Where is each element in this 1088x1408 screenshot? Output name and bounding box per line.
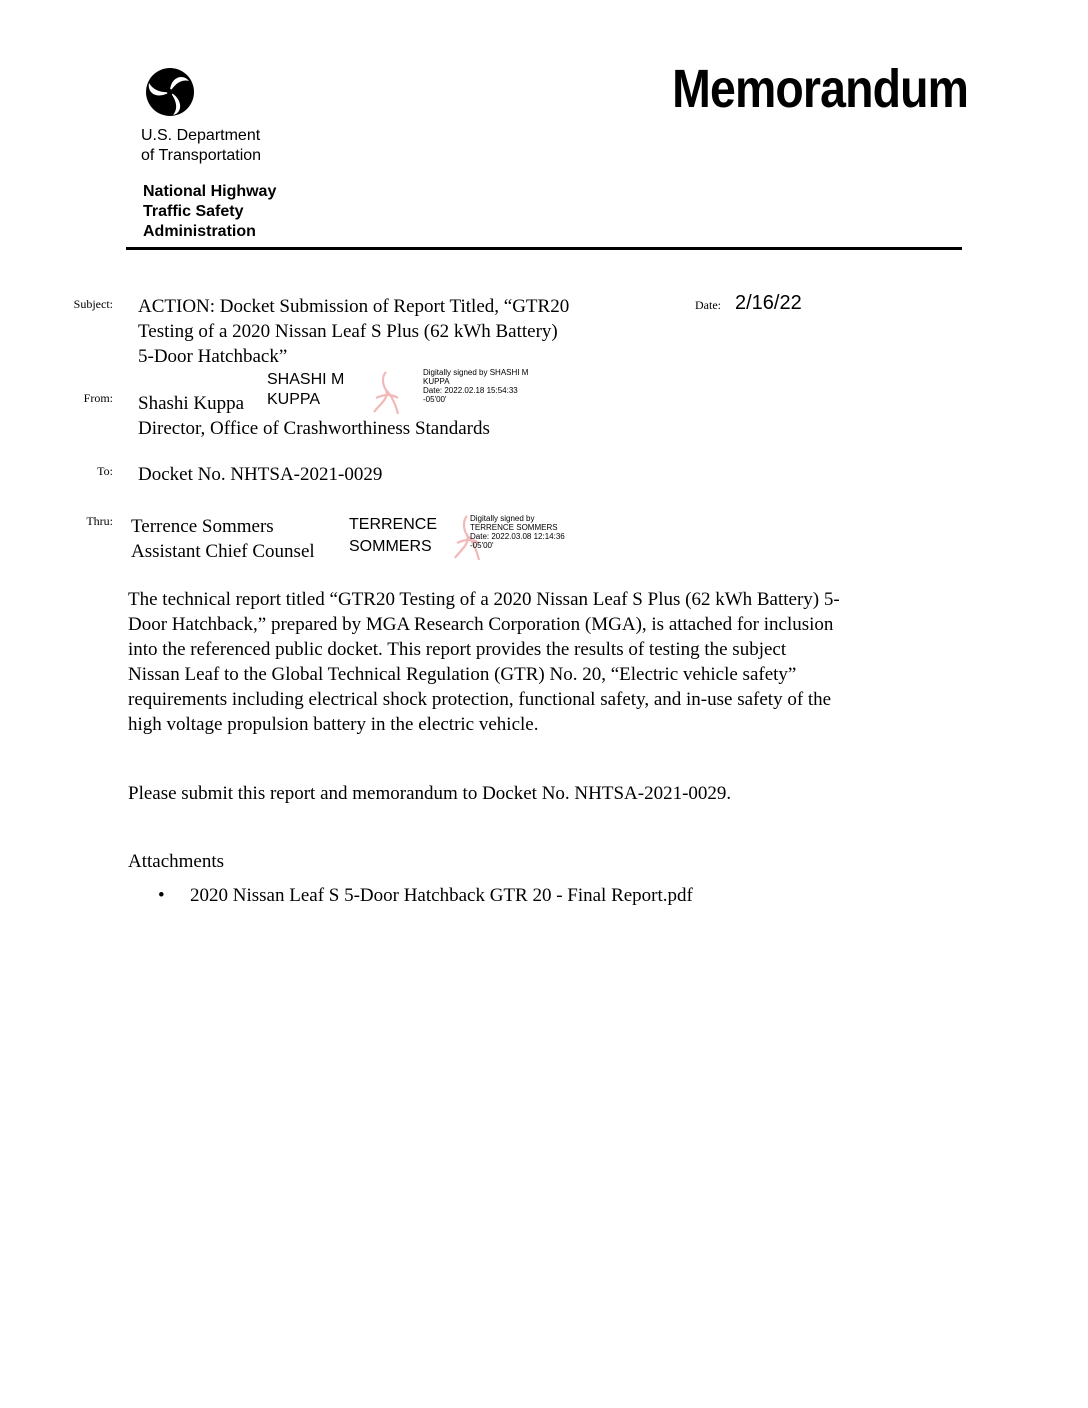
signature-name-line: SHASHI M xyxy=(267,371,345,388)
body-line: The technical report titled “GTR20 Testing of a 2020 Nissan Leaf S Plus (62 kWh Battery) 5- xyxy=(128,589,840,610)
thru-title: Assistant Chief Counsel xyxy=(131,541,315,562)
dot-logo-icon xyxy=(145,67,195,117)
to-label: To: xyxy=(97,464,113,478)
memorandum-title: Memorandum xyxy=(672,59,968,119)
department-name xyxy=(141,126,261,166)
body-line: requirements including electrical shock protection, functional safety, and in-use safety of the xyxy=(128,689,832,710)
agency-name xyxy=(143,182,276,242)
signature-detail-line: -05'00' xyxy=(423,395,447,404)
bullet-icon: • xyxy=(158,885,165,906)
subject-text xyxy=(138,294,569,369)
signature-details xyxy=(423,368,528,404)
date-label: Date: xyxy=(695,298,721,312)
signature-detail-line: Date: 2022.02.18 15:54:33 xyxy=(423,386,518,395)
subject-label: Subject: xyxy=(73,297,113,311)
body-line: Door Hatchback,” prepared by MGA Research Corporation (MGA), is attached for inclusion xyxy=(128,614,834,635)
attachment-item xyxy=(158,885,693,907)
signature-detail-line: -05'00' xyxy=(470,541,494,550)
agency-line: Traffic Safety xyxy=(143,203,244,220)
body-line: Nissan Leaf to the Global Technical Regulation (GTR) No. 20, “Electric vehicle safety” xyxy=(128,664,797,685)
body-line: into the referenced public docket. This report provides the results of testing the subject xyxy=(128,639,787,660)
signature-name-line: SOMMERS xyxy=(349,538,432,555)
signature-detail-line: Digitally signed by SHASHI M xyxy=(423,368,529,377)
from-label: From: xyxy=(83,391,113,405)
signature-name-line: KUPPA xyxy=(267,391,321,408)
signature-detail-line: Digitally signed by xyxy=(470,514,535,523)
signature-detail-line: TERRENCE SOMMERS xyxy=(470,523,558,532)
from-name: Shashi Kuppa xyxy=(138,393,245,414)
signature-name xyxy=(349,514,437,558)
date-value: 2/16/22 xyxy=(735,292,802,314)
signature-detail-line: Date: 2022.03.08 12:14:36 xyxy=(470,532,565,541)
signature-details xyxy=(470,514,565,550)
agency-line: National Highway xyxy=(143,183,277,200)
attachments-heading: Attachments xyxy=(128,851,225,872)
signature-detail-line: KUPPA xyxy=(423,377,450,386)
body-paragraph xyxy=(128,587,948,737)
subject-line: ACTION: Docket Submission of Report Titled, “GTR20 xyxy=(138,296,570,317)
digital-signature-icon xyxy=(372,370,400,416)
from-title: Director, Office of Crashworthiness Standards xyxy=(138,418,490,439)
header-divider xyxy=(126,247,962,250)
signature-name xyxy=(267,370,344,410)
subject-line: 5-Door Hatchback” xyxy=(138,346,288,367)
department-line: U.S. Department xyxy=(141,127,261,144)
to-value: Docket No. NHTSA-2021-0029 xyxy=(138,464,383,485)
department-line: of Transportation xyxy=(141,147,262,164)
attachment-filename: 2020 Nissan Leaf S 5-Door Hatchback GTR 20 - Final Report.pdf xyxy=(190,885,693,906)
body-line: high voltage propulsion battery in the electric vehicle. xyxy=(128,714,539,735)
thru-name: Terrence Sommers xyxy=(131,516,274,537)
thru-label: Thru: xyxy=(86,514,113,528)
submit-instruction: Please submit this report and memorandum to Docket No. NHTSA-2021-0029. xyxy=(128,783,732,804)
signature-name-line: TERRENCE xyxy=(349,516,438,533)
agency-line: Administration xyxy=(143,223,256,240)
subject-line: Testing of a 2020 Nissan Leaf S Plus (62 kWh Battery) xyxy=(138,321,558,342)
